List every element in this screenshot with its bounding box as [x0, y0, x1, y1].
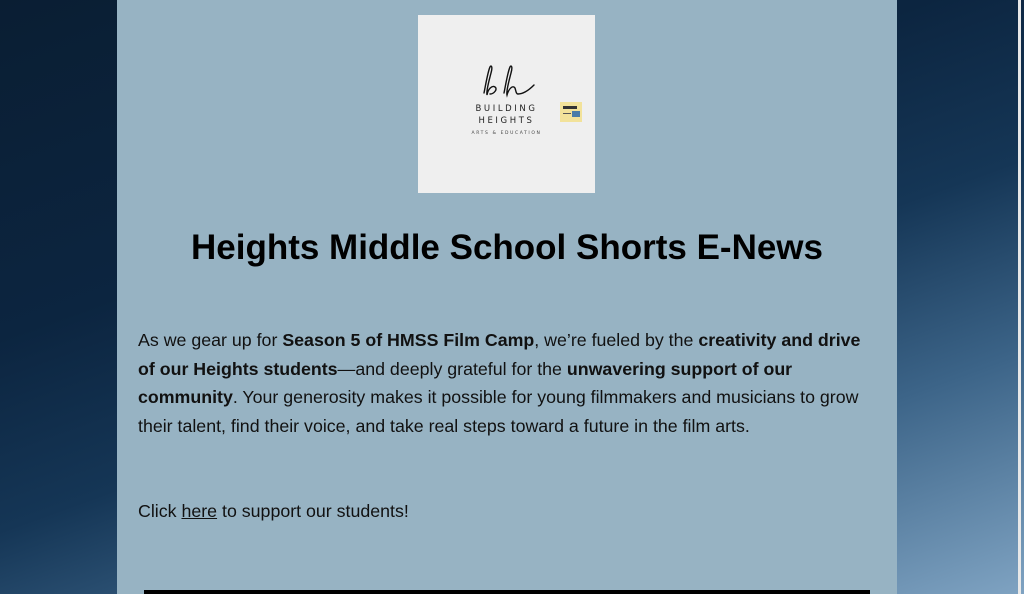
bh-monogram-icon — [476, 63, 538, 99]
film-camp-badge-icon — [560, 102, 582, 122]
newsletter-headline: Heights Middle School Shorts E-News — [190, 228, 824, 267]
intro-paragraph: As we gear up for Season 5 of HMSS Film Camp, we’re fueled by the creativity and drive of our Heights students—and deeply grateful for the unwavering support of our community. Your generosity makes it possible for young filmmakers and musicians to grow their talent, find their voice, and take real steps toward a future in the film arts. — [138, 330, 861, 436]
newsletter-content — [117, 0, 897, 594]
logo-wordmark-line1: BUILDING — [475, 104, 538, 114]
logo-wordmark-line2: HEIGHTS — [478, 116, 535, 126]
logo-tagline: ARTS & EDUCATION — [471, 131, 542, 136]
support-link[interactable]: here — [181, 501, 218, 521]
building-heights-logo — [418, 15, 595, 193]
support-call-to-action: Click here to support our students! — [138, 501, 409, 521]
section-divider — [144, 590, 870, 594]
